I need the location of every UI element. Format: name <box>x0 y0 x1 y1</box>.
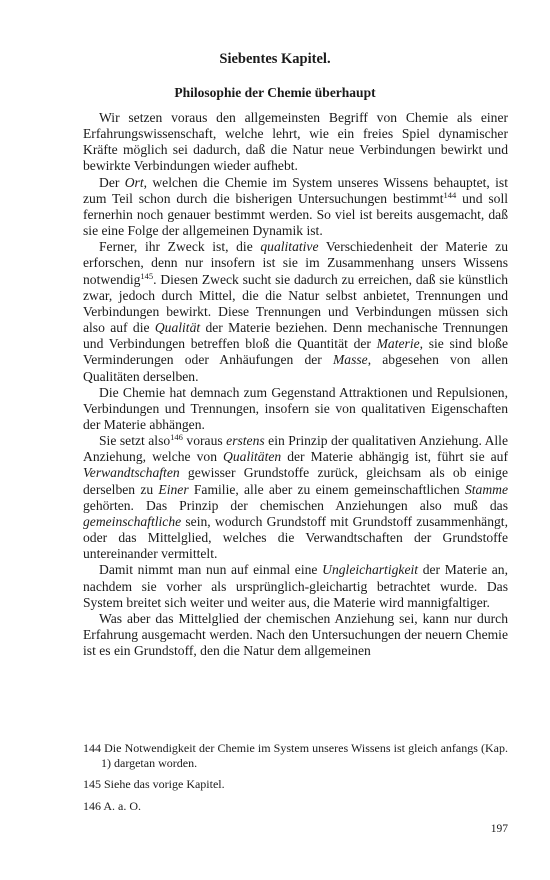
text-run: sein, wodurch Grundstoff mit Grundstoff zusammenhängt, oder das Mittelglied, welches die Verwandtschaften der Grundstoffe untereinander vermittelt. <box>83 513 508 562</box>
emphasized-text: Qualität <box>154 320 201 336</box>
footnote-reference[interactable]: 146 <box>170 432 183 443</box>
emphasized-text: Stamme <box>464 481 508 497</box>
text-run: Verschiedenheit der Materie zu erforschen, denn nur insofern ist sie im Zusammenhang unsers Wissens notwendig <box>83 239 508 287</box>
text-run: , abgesehen von allen Qualitäten derselben. <box>83 352 508 384</box>
text-run: , welchen die Chemie im System unseres Wissens behauptet, ist zum Teil schon durch die bisherigen Untersuchungen bestimmt <box>83 174 508 206</box>
footnote-number: 144 <box>83 741 101 755</box>
text-run: Was aber das Mittelglied der chemischen Anziehung sei, kann nur durch Erfahrung ausgemacht werden. Nach den Untersuchungen der neuern Chemie ist es ein Grundstoff, den die Natur dem allgemeinen <box>83 610 508 659</box>
emphasized-text: Masse <box>332 352 368 368</box>
paragraph-3 <box>83 239 508 384</box>
text-run: und soll fernerhin noch genauer bestimmt werden. So viel ist bereits ausgemacht, daß sie eine Folge der allgemeinen Dynamik ist. <box>83 190 508 239</box>
footnotes <box>83 741 508 820</box>
paragraph-7 <box>83 611 508 659</box>
text-run: gewisser Grundstoffe zurück, gleichsam als ob einige derselben zu <box>83 465 508 497</box>
footnote-number: 145 <box>83 777 101 791</box>
paragraph-4 <box>83 385 508 433</box>
text-run: Ferner, ihr Zweck ist, die <box>99 239 261 255</box>
text-run: Der <box>99 174 125 190</box>
paragraph-1 <box>83 110 508 175</box>
paragraph-6 <box>83 562 508 610</box>
text-run: . Diesen Zweck sucht sie dadurch zu erreichen, daß sie künstlich zwar, jedoch durch Mittel, die die Natur selbst anbietet, Trennungen und Verbindungen bewirkt. Diese Trennungen und Verbindungen müssen sich also auf die <box>83 271 508 336</box>
text-run: Damit nimmt man nun auf einmal eine <box>99 562 323 578</box>
footnote-text: A. a. O. <box>103 798 142 813</box>
section-title: Philosophie der Chemie überhaupt <box>174 85 376 100</box>
footnote-145 <box>83 777 508 792</box>
emphasized-text: Ort <box>124 174 144 190</box>
footnote-144 <box>83 741 508 770</box>
emphasized-text: Qualitäten <box>223 449 282 465</box>
emphasized-text: Verwandtschaften <box>83 465 180 481</box>
footnote-text: Die Notwendigkeit der Chemie im System unseres Wissens ist gleich anfangs (Kap. 1) dargetan worden. <box>101 741 508 770</box>
emphasized-text: Einer <box>158 481 189 497</box>
text-run: Sie setzt also <box>99 433 171 449</box>
text-run: Die Chemie hat demnach zum Gegenstand Attraktionen und Repulsionen, Verbindungen und Trennungen, insofern sie von qualitativen Eigenschaften der Materie abhängen. <box>83 384 508 432</box>
emphasized-text: Materie <box>376 336 420 352</box>
text-run: Familie, alle aber zu einem gemeinschaftlichen <box>188 481 465 497</box>
text-run: voraus <box>182 433 227 449</box>
paragraph-2 <box>83 175 508 240</box>
body-text <box>83 110 508 659</box>
emphasized-text: Ungleichartigkeit <box>322 562 419 578</box>
footnote-146 <box>83 799 508 814</box>
text-run: gehörten. Das Prinzip der chemischen Anziehungen also muß das <box>83 497 508 513</box>
text-run: der Materie beziehen. Denn mechanische Trennungen und Verbindungen betreffen bloß die Quantität der <box>83 320 508 352</box>
emphasized-text: gemeinschaftliche <box>83 513 182 529</box>
text-run: der Materie an, nachdem sie vorher als ursprünglich-gleichartig betrachtet wurde. Das System breitet sich weiter und weiter aus, die Materie wird mannigfaltiger. <box>83 562 508 610</box>
text-run: ein Prinzip der qualitativen Anziehung. Alle Anziehung, welche von <box>83 433 508 465</box>
paragraph-5 <box>83 433 508 562</box>
emphasized-text: erstens <box>226 433 265 449</box>
emphasized-text: qualitative <box>260 239 319 255</box>
chapter-title: Siebentes Kapitel. <box>219 51 331 67</box>
footnote-number: 146 <box>83 798 101 813</box>
footnote-reference[interactable]: 145 <box>140 270 154 281</box>
footnote-reference[interactable]: 144 <box>443 189 457 200</box>
page-number: 197 <box>490 823 508 835</box>
text-run: der Materie abhängig ist, führt sie auf <box>281 449 508 465</box>
footnote-text: Siehe das vorige Kapitel. <box>104 777 225 791</box>
text-run: , sie sind bloße Verminderungen oder Anhäufungen der <box>83 336 508 368</box>
text-run: Wir setzen voraus den allgemeinsten Begriff von Chemie als einer Erfahrungswissenschaft, welche lehrt, wie ein freies Spiel dynamischer Kräfte möglich sei dadurch, daß die Natur neue Verbindungen bewirkt und bewirkte Verbindungen wieder aufhebt. <box>83 110 508 174</box>
